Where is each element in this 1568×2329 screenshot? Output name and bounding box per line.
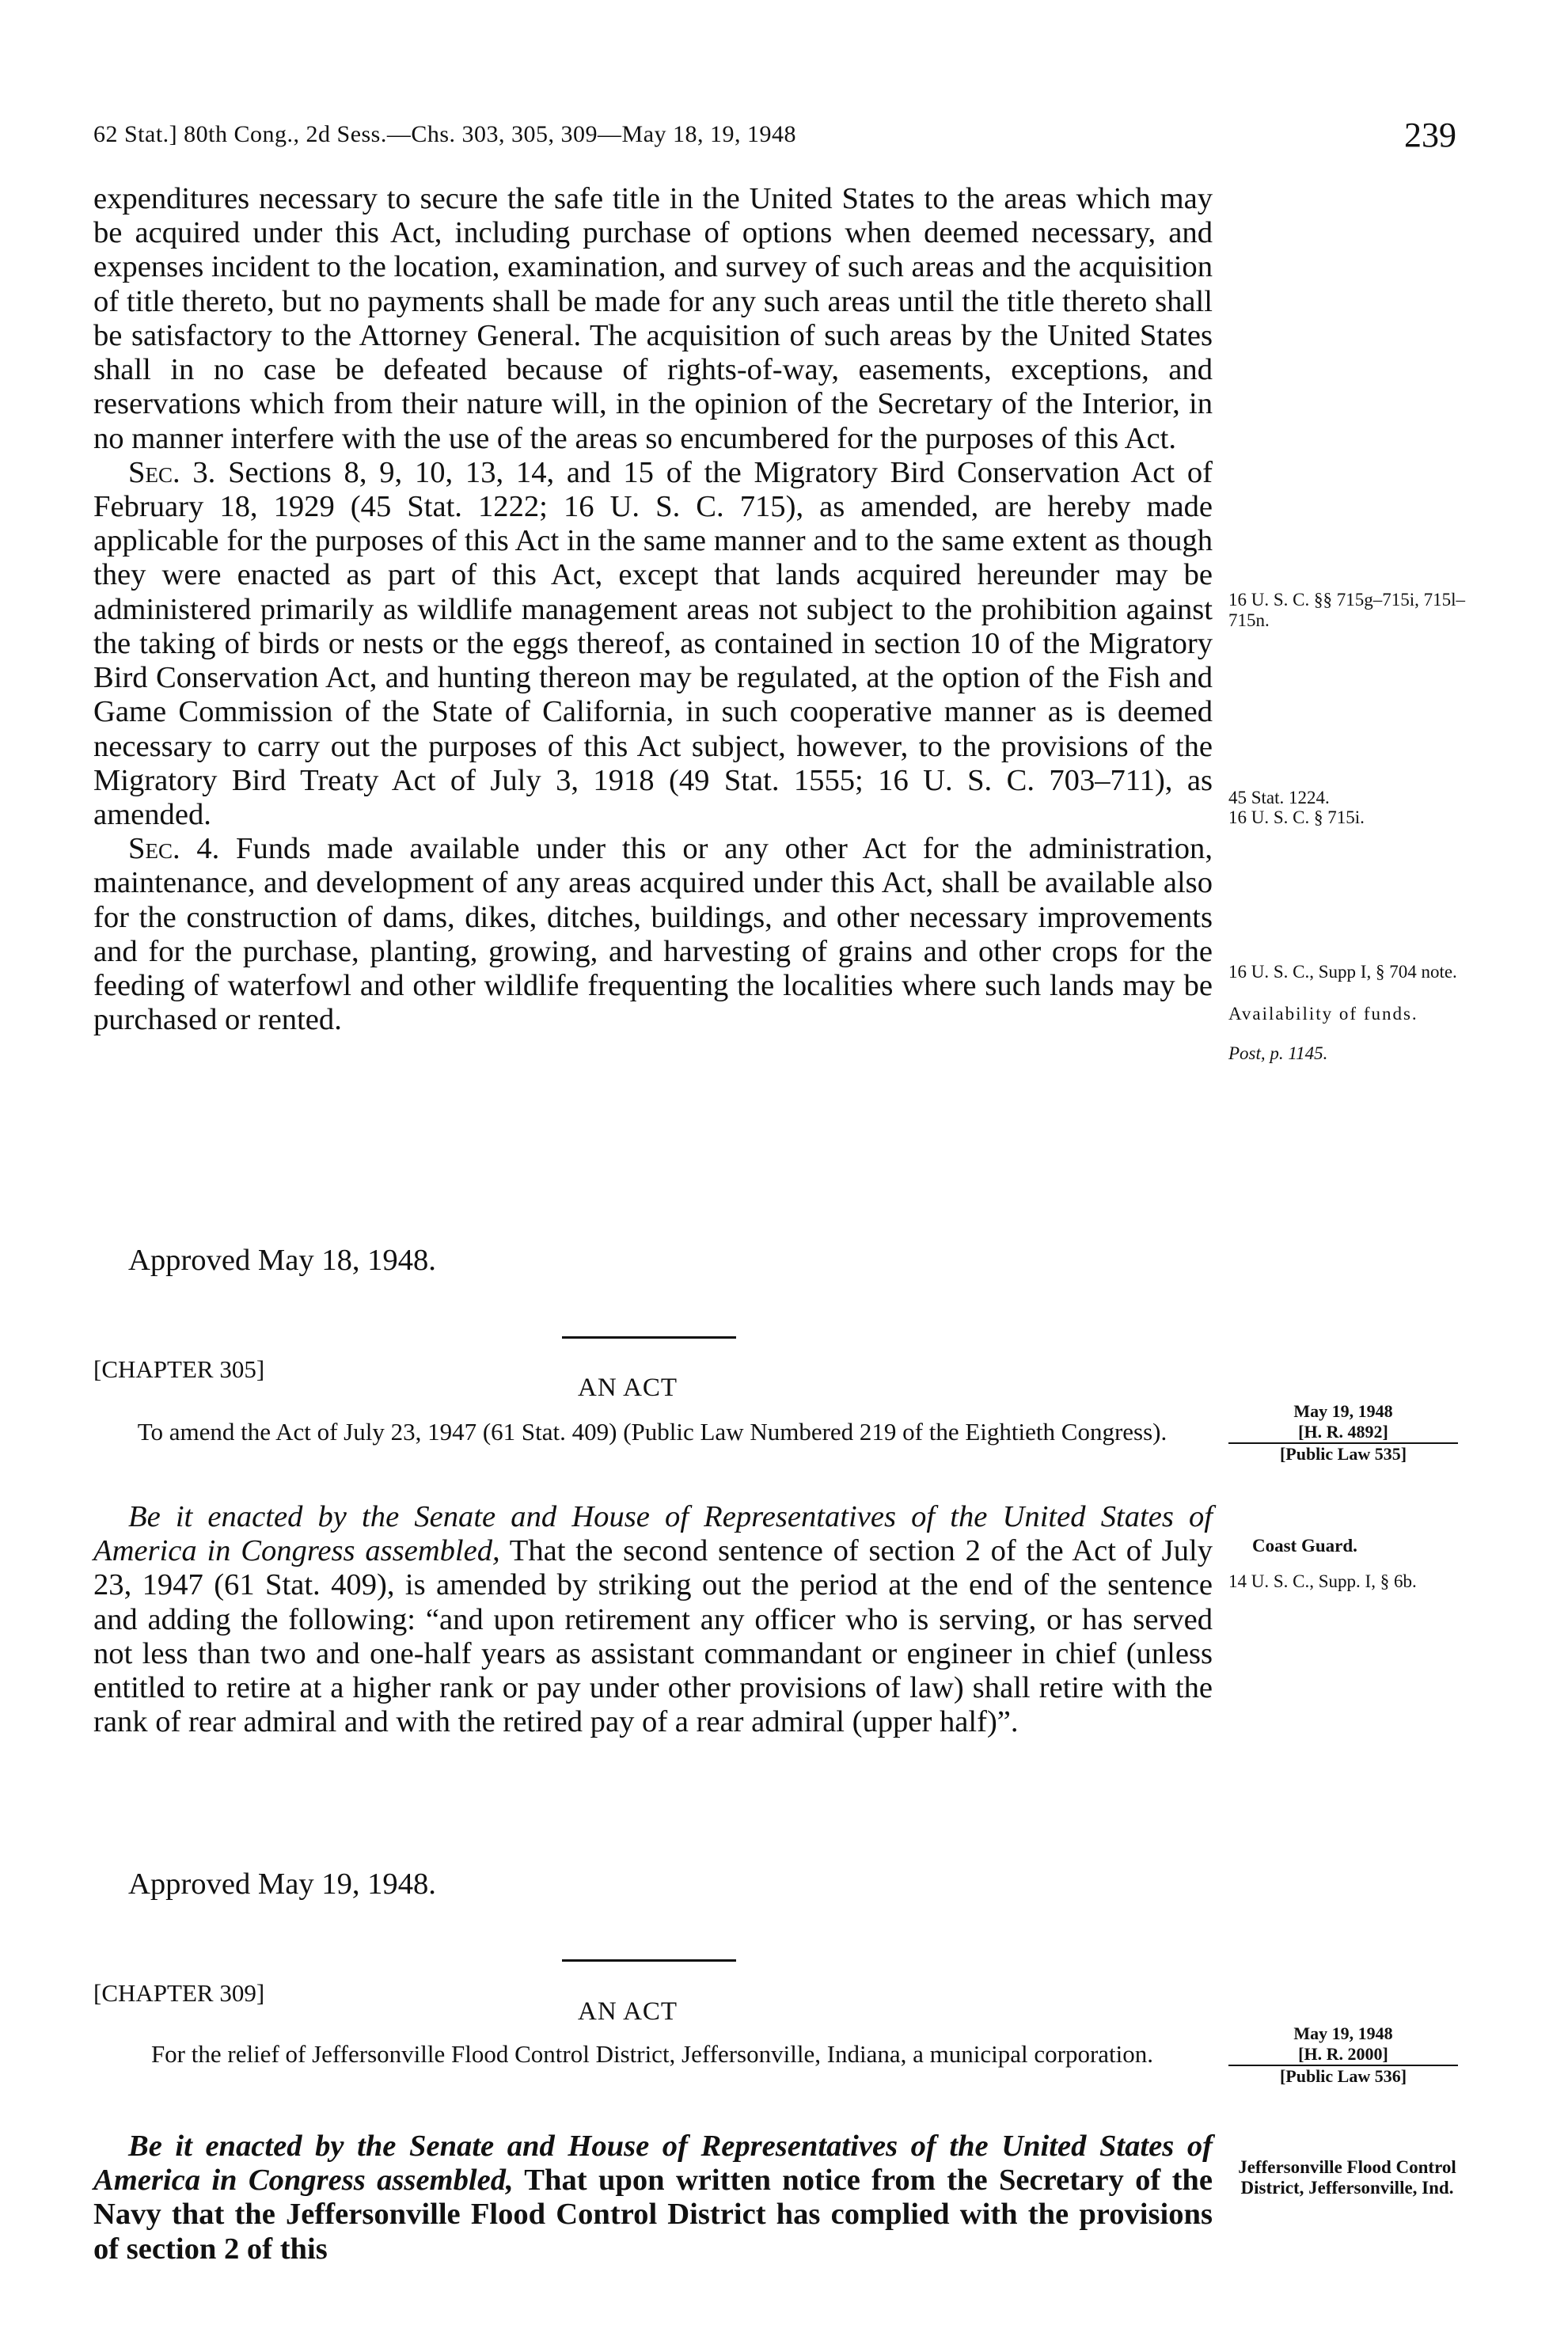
margin-note-45-stat: 45 Stat. 1224.	[1228, 788, 1330, 807]
ch303-approved: Approved May 18, 1948.	[128, 1244, 436, 1277]
ch305-subject: Coast Guard.	[1252, 1536, 1357, 1556]
ch305-public-law: [Public Law 535]	[1279, 1443, 1407, 1464]
sec3-text: Sections 8, 9, 10, 13, 14, and 15 of the Migratory Bird Conservation Act of February 18, 1929 (45 Stat. 1222; 16 U. S. C. 715), as amended, are hereby made applicable for the purposes of this Act in the same manner and to the same extent as though they were enacted as part of this Act, except that lands acquired hereunder may be administered primarily as wildlife management areas not subject to the prohibition against the taking of birds or nests or the eggs thereof, as contained in section 10 of the Migratory Bird Conservation Act, and hunting thereon may be regulated, at the option of the Fish and Game Commission of the State of California, in such cooperative manner as is deemed necessary to carry out the purposes of this Act subject, however, to the provisions of the Migratory Bird Treaty Act of July 3, 1918 (49 Stat. 1555; 16 U. S. C. 703–711), as amended.	[93, 455, 1213, 831]
ch309-enacting-clause: Be it enacted by the Senate and House of Representatives of the United States of America in Congress assembled,	[93, 2130, 1213, 2198]
ch309-bill: [H. R. 2000]	[1228, 2044, 1458, 2066]
ch303-section-3	[93, 456, 1213, 832]
sec4-label: Sec. 4.	[128, 832, 220, 866]
ch305-margin-block	[1228, 1401, 1458, 1465]
ch305-citation: 14 U. S. C., Supp. I, § 6b.	[1228, 1571, 1417, 1591]
ch305-title: To amend the Act of July 23, 1947 (61 Stat. 409) (Public Law Numbered 219 of the Eightieth Congress).	[137, 1418, 1167, 1446]
margin-note-availability	[1228, 1004, 1450, 1024]
ch309-subject: Jeffersonville Flood Control District, Jeffersonville, Ind.	[1238, 2157, 1456, 2198]
margin-note-usc-715: 16 U. S. C. §§ 715g–715i, 715l–715n.	[1228, 590, 1466, 631]
ch309-chapter-label: [CHAPTER 309]	[93, 1979, 265, 2007]
ch309-public-law: [Public Law 536]	[1279, 2065, 1407, 2086]
ch309-date: May 19, 1948	[1293, 2023, 1393, 2043]
section-divider-2	[562, 1959, 736, 1962]
ch305-enacting-clause: Be it enacted by the Senate and House of Representatives of the United States of America in Congress assembled,	[93, 1500, 1213, 1568]
ch309-title: For the relief of Jeffersonville Flood Control District, Jeffersonville, Indiana, a municipal corporation.	[150, 2040, 1154, 2068]
ch309-margin-block	[1228, 2023, 1458, 2087]
running-header	[93, 115, 1456, 162]
availability-text: Availability of funds.	[1228, 1004, 1418, 1024]
ch305-text: That the second sentence of section 2 of the Act of July 23, 1947 (61 Stat. 409), is amended by striking out the period at the end of the sentence and adding the following: “and upon retirement any officer who is serving, or has served not less than two and one-half years as assistant commandant or engineer in chief (unless entitled to retire at a higher rank or pay under other provisions of law) shall retire with the rank of rear admiral and with the retired pay of a rear admiral (upper half)”.	[93, 1534, 1213, 1739]
sec3-label: Sec. 3.	[128, 455, 216, 489]
ch305-bill: [H. R. 4892]	[1228, 1422, 1458, 1444]
ch303-section-4	[93, 832, 1213, 1037]
ch309-text: That upon written notice from the Secretary of the Navy that the Jeffersonville Flood Control District has complied with the provisions of section 2 of this	[93, 2164, 1213, 2266]
ch305-body	[93, 1500, 1213, 1740]
page-number: 239	[1404, 116, 1456, 154]
section-divider	[562, 1336, 736, 1339]
ch309-body	[93, 2130, 1213, 2266]
ch305-an-act: AN ACT	[578, 1373, 678, 1402]
sec4-text: Funds made available under this or any other Act for the administration, maintenance, and development of any areas acquired under this Act, shall be available also for the construction of dams, dikes, ditches, buildings, and other necessary improvements and for the purchase, planting, growing, and harvesting of grains and other crops for the feeding of waterfowl and other wildlife frequenting the localities where such lands may be purchased or rented.	[93, 832, 1213, 1037]
ch305-approved: Approved May 19, 1948.	[128, 1867, 436, 1901]
running-head: 62 Stat.] 80th Cong., 2d Sess.—Chs. 303, 305, 309—May 18, 19, 1948	[93, 121, 797, 147]
ch303-body	[93, 182, 1213, 1037]
margin-note-usc-715i: 16 U. S. C. § 715i.	[1228, 807, 1365, 827]
ch309-paragraph	[93, 2130, 1213, 2266]
ch303-paragraph-continued: expenditures necessary to secure the safe title in the United States to the areas which may be acquired under this Act, including purchase of options when deemed necessary, and expenses incident to the location, examination, and survey of such areas and the acquisition of title thereto, but no payments shall be made for any such areas until the title thereto shall be satisfactory to the Attorney General. The acquisition of such areas by the United States shall in no case be defeated because of rights-of-way, easements, exceptions, and reservations which from their nature will, in the opinion of the Secretary of the Interior, in no manner interfere with the use of the areas so encumbered for the purposes of this Act.	[93, 182, 1213, 455]
ch305-chapter-label: [CHAPTER 305]	[93, 1355, 265, 1383]
margin-note-post: Post, p. 1145.	[1228, 1043, 1328, 1063]
margin-note-usc-704: 16 U. S. C., Supp I, § 704 note.	[1228, 962, 1457, 982]
ch305-date: May 19, 1948	[1293, 1401, 1393, 1421]
ch305-paragraph	[93, 1500, 1213, 1740]
ch309-an-act: AN ACT	[578, 1997, 678, 2026]
